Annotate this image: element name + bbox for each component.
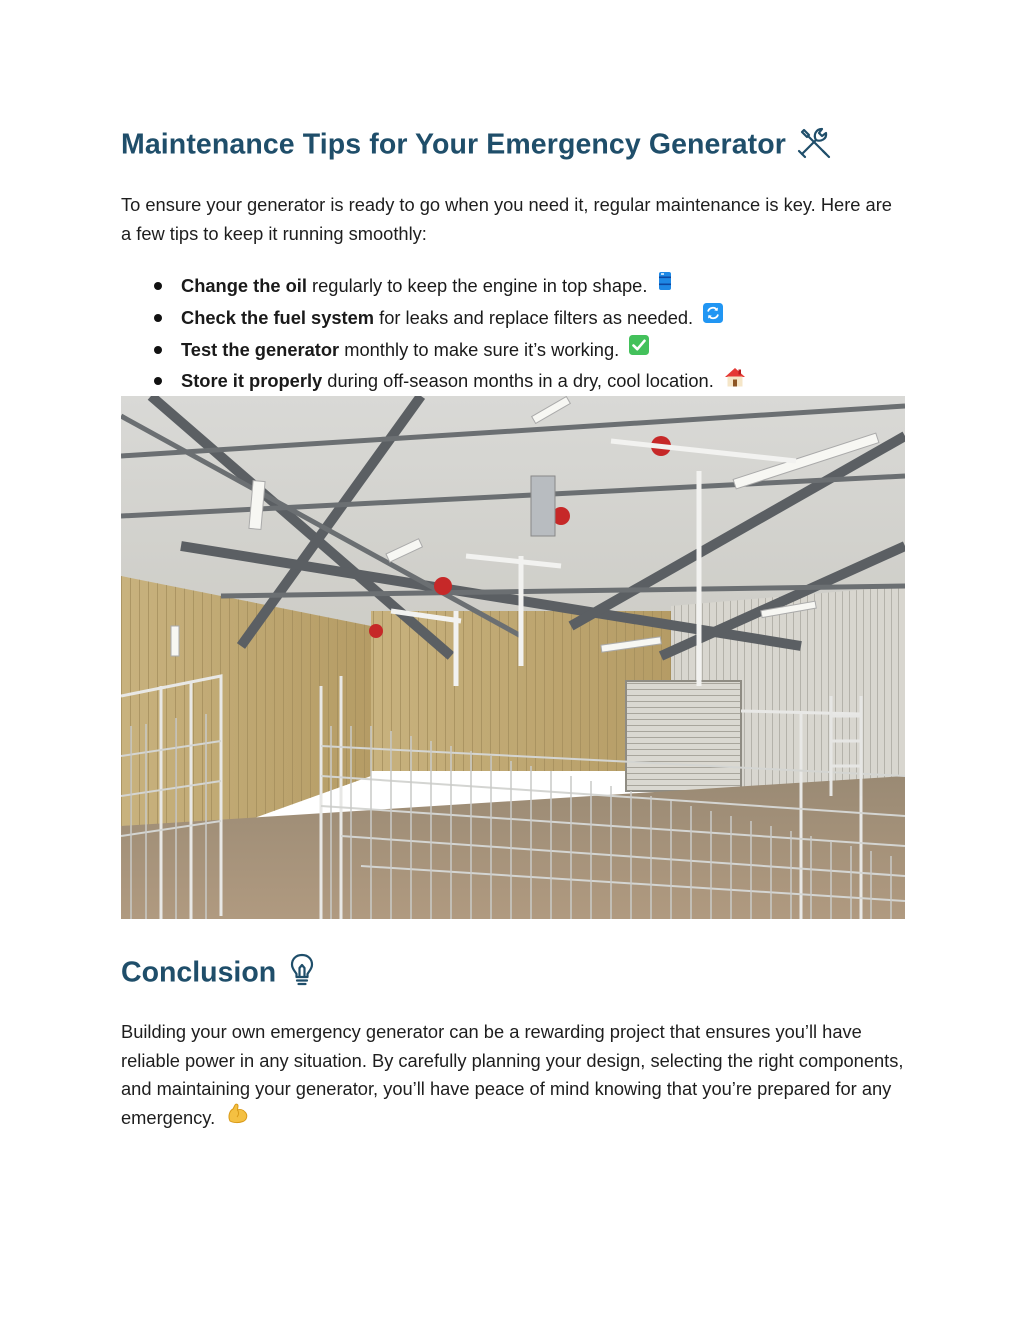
tip-bold: Test the generator — [181, 338, 340, 360]
bullet — [154, 282, 162, 290]
list-item — [121, 302, 905, 334]
conclusion-heading — [121, 953, 314, 995]
bullet — [154, 346, 162, 354]
flexed-biceps-icon — [227, 1102, 249, 1133]
conclusion-text: Building your own emergency generator can be a rewarding project that ensures you’ll have reliable power in any situation. By carefully planning your design, selecting the right components, and maintaining your generator, you’ll have peace of mind knowing that you’re prepared for any emergency. — [121, 1021, 904, 1128]
tip-text: during off-season months in a dry, cool location. — [322, 370, 714, 392]
house-icon — [724, 365, 746, 397]
tools-icon — [796, 124, 832, 168]
refresh-icon — [703, 301, 723, 333]
check-mark-icon — [629, 333, 649, 365]
tip-text: monthly to make sure it’s working. — [339, 338, 620, 360]
tips-list — [121, 270, 905, 397]
barn-interior-image — [121, 396, 905, 919]
light-bulb-icon — [290, 953, 314, 995]
list-item — [121, 270, 905, 302]
bullet — [154, 314, 162, 322]
conclusion-title-text: Conclusion — [121, 956, 277, 989]
barn-photo — [121, 396, 905, 919]
list-item — [121, 365, 905, 397]
tip-text: regularly to keep the engine in top shape. — [306, 275, 648, 296]
bullet — [154, 377, 162, 385]
conclusion-paragraph — [121, 1018, 905, 1134]
tip-text: for leaks and replace filters as needed. — [374, 306, 694, 328]
list-item — [121, 334, 905, 366]
oil-drum-icon — [657, 269, 673, 301]
tip-bold: Change the oil — [181, 275, 307, 296]
page-title — [121, 124, 832, 168]
intro-paragraph: To ensure your generator is ready to go when you need it, regular maintenance is key. Here are a few tips to keep it running smoothly: — [121, 194, 892, 244]
tip-bold: Check the fuel system — [181, 306, 375, 328]
page-title-text: Maintenance Tips for Your Emergency Generator — [121, 128, 786, 161]
tip-bold: Store it properly — [181, 370, 323, 392]
